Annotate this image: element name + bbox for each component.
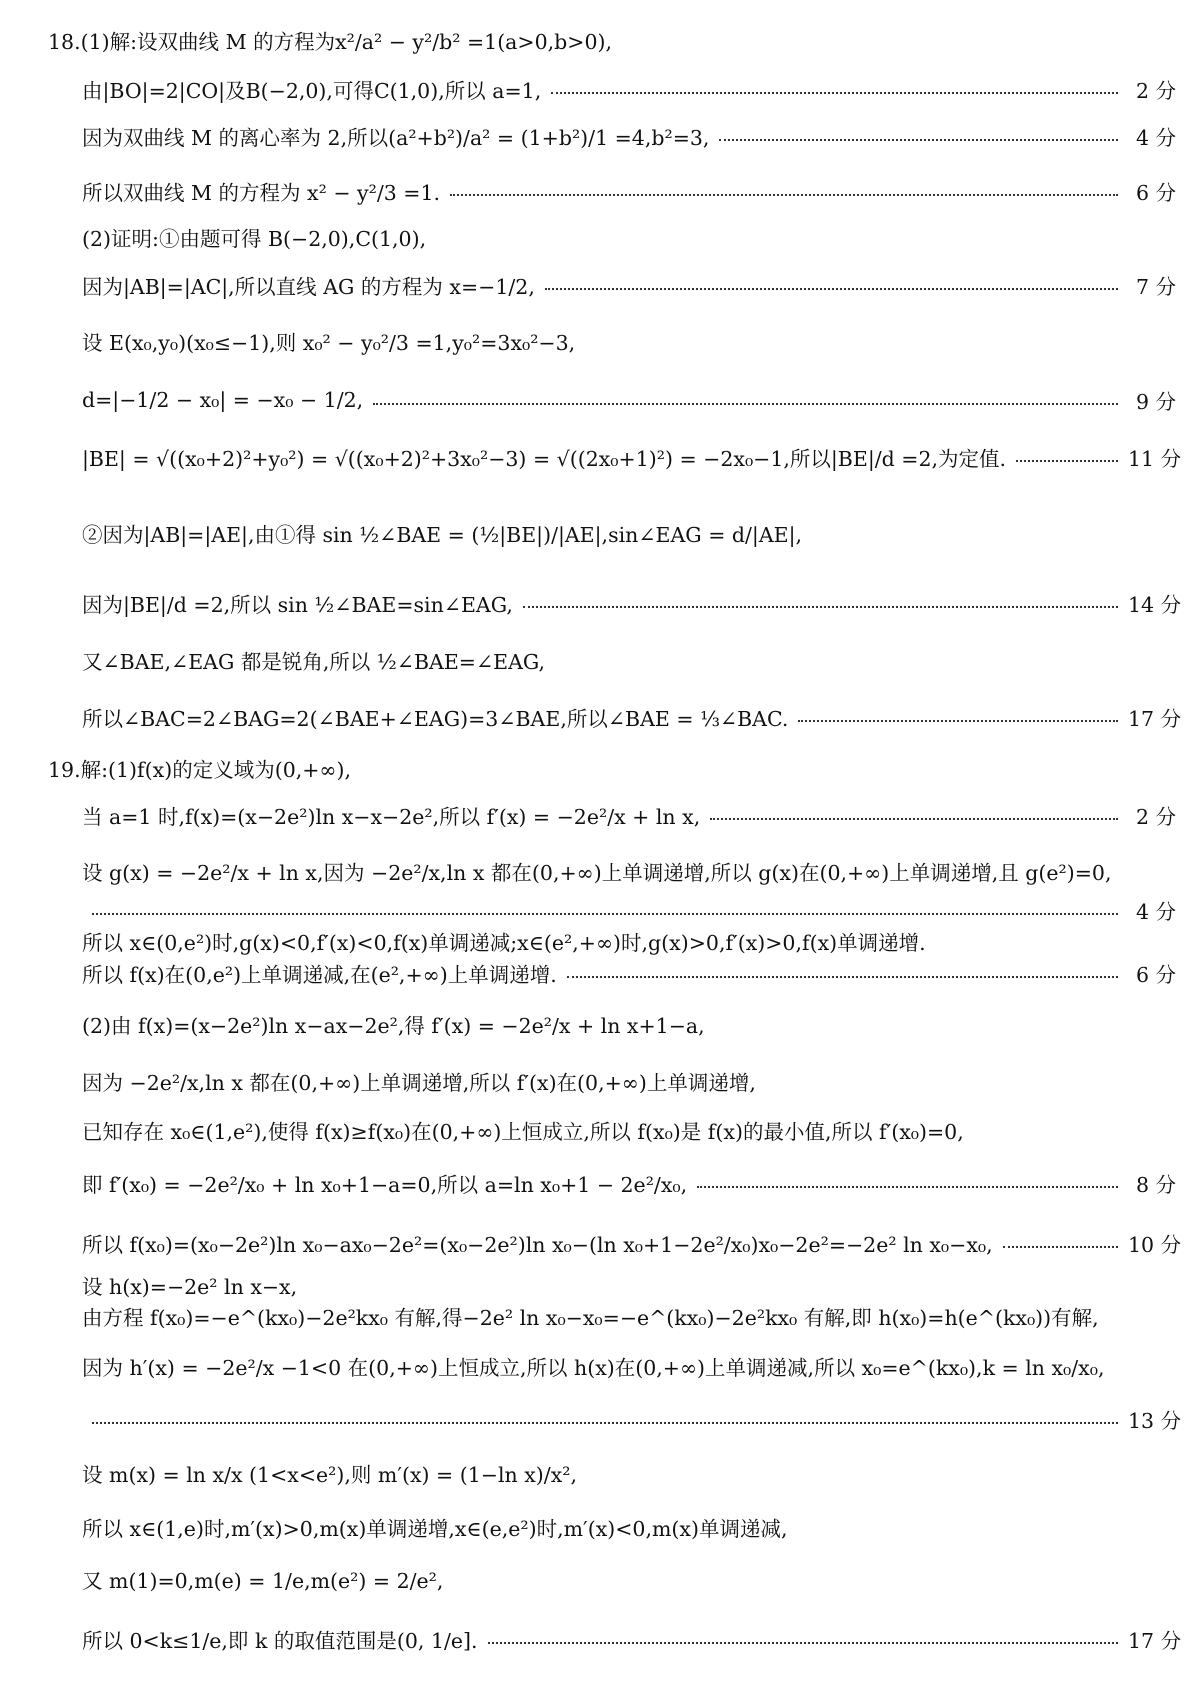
leader-dots bbox=[719, 139, 1118, 141]
solution-line bbox=[82, 1107, 1200, 1153]
solution-line bbox=[82, 377, 1200, 423]
leader-dots bbox=[710, 818, 1118, 820]
line-text: 所以 f(x)在(0,e²)上单调递减,在(e²,+∞)上单调递增. bbox=[82, 963, 557, 987]
line-text: 所以 x∈(0,e²)时,g(x)<0,f′(x)<0,f(x)单调递减;x∈(e²,+∞)时,g(x)>0,f′(x)>0,f(x)单调递增. bbox=[82, 931, 926, 955]
solution-line bbox=[82, 1504, 1200, 1550]
solution-line bbox=[82, 1160, 1200, 1206]
solution-line bbox=[82, 318, 1200, 364]
line-text: ②因为|AB|=|AE|,由①得 sin ½∠BAE = (½|BE|)/|AE|,sin∠EAG = d/|AE|, bbox=[82, 523, 803, 547]
leader-dots bbox=[545, 288, 1118, 290]
solution-line bbox=[82, 262, 1200, 308]
line-text: 设 m(x) = ln x/x (1<x<e²),则 m′(x) = (1−ln x)/x², bbox=[82, 1463, 577, 1487]
leader-dots bbox=[450, 194, 1118, 196]
leader-dots bbox=[488, 1642, 1118, 1644]
score-label: 9 分 bbox=[1135, 390, 1176, 414]
line-text: 又 m(1)=0,m(e) = 1/e,m(e²) = 2/e², bbox=[82, 1569, 444, 1593]
solution-line bbox=[82, 1293, 1200, 1339]
score-label: 2 分 bbox=[1135, 805, 1176, 829]
score-label: 6 分 bbox=[1135, 963, 1176, 987]
solution-line bbox=[82, 434, 1200, 480]
leader-dots bbox=[1016, 460, 1118, 462]
line-text: 即 f′(x₀) = −2e²/x₀ + ln x₀+1−a=0,所以 a=ln x₀+1 − 2e²/x₀, bbox=[82, 1173, 688, 1197]
score-label: 2 分 bbox=[1135, 79, 1176, 103]
solution-line bbox=[82, 637, 1200, 683]
score-label: 11 分 bbox=[1128, 447, 1182, 471]
solution-line bbox=[82, 1058, 1200, 1104]
solution-line bbox=[82, 1343, 1200, 1389]
leader-dots bbox=[92, 1422, 1118, 1424]
line-text: 所以∠BAC=2∠BAG=2(∠BAE+∠EAG)=3∠BAE,所以∠BAE = ⅓∠BAC. bbox=[82, 707, 789, 731]
leader-dots bbox=[697, 1186, 1118, 1188]
line-text: 所以 0<k≤1/e,即 k 的取值范围是(0, 1/e]. bbox=[82, 1629, 478, 1653]
line-text: 所以 f(x₀)=(x₀−2e²)ln x₀−ax₀−2e²=(x₀−2e²)ln x₀−(ln x₀+1−2e²/x₀)x₀−2e²=−2e² ln x₀−x₀, bbox=[82, 1233, 993, 1257]
line-text: 设 E(x₀,y₀)(x₀≤−1),则 x₀² − y₀²/3 =1,y₀²=3x₀²−3, bbox=[82, 331, 576, 355]
line-text: 因为|BE|/d =2,所以 sin ½∠BAE=sin∠EAG, bbox=[82, 593, 513, 617]
solution-line bbox=[82, 1220, 1200, 1266]
solution-line bbox=[82, 66, 1200, 112]
line-text: 因为双曲线 M 的离心率为 2,所以(a²+b²)/a² = (1+b²)/1 =4,b²=3, bbox=[82, 126, 710, 150]
line-text: 因为 h′(x) = −2e²/x −1<0 在(0,+∞)上恒成立,所以 h(x)在(0,+∞)上单调递减,所以 x₀=e^(kx₀),k = ln x₀/x₀, bbox=[82, 1356, 1105, 1380]
score-label: 10 分 bbox=[1128, 1233, 1182, 1257]
score-label: 17 分 bbox=[1128, 707, 1182, 731]
leader-dots bbox=[567, 976, 1118, 978]
solution-line bbox=[82, 168, 1200, 214]
line-text: 已知存在 x₀∈(1,e²),使得 f(x)≥f(x₀)在(0,+∞)上恒成立,所以 f(x₀)是 f(x)的最小值,所以 f′(x₀)=0, bbox=[82, 1120, 964, 1144]
solution-line bbox=[82, 694, 1200, 740]
solution-line bbox=[82, 1450, 1200, 1496]
solution-line bbox=[48, 17, 1200, 63]
score-label: 4 分 bbox=[1135, 900, 1176, 924]
line-text: (2)证明:①由题可得 B(−2,0),C(1,0), bbox=[82, 227, 427, 251]
score-label: 8 分 bbox=[1135, 1173, 1176, 1197]
solution-line bbox=[82, 214, 1200, 260]
score-label: 7 分 bbox=[1135, 275, 1176, 299]
solution-line bbox=[82, 510, 1200, 556]
solution-line bbox=[82, 950, 1200, 996]
line-text: (2)由 f(x)=(x−2e²)ln x−ax−2e²,得 f′(x) = −2e²/x + ln x+1−a, bbox=[82, 1014, 705, 1038]
line-text: 所以双曲线 M 的方程为 x² − y²/3 =1. bbox=[82, 181, 441, 205]
solution-line bbox=[82, 580, 1200, 626]
line-text: d=|−1/2 − x₀| = −x₀ − 1/2, bbox=[82, 388, 364, 412]
solution-line bbox=[48, 745, 1200, 791]
line-text: 由方程 f(x₀)=−e^(kx₀)−2e²kx₀ 有解,得−2e² ln x₀−x₀=−e^(kx₀)−2e²kx₀ 有解,即 h(x₀)=h(e^(kx₀))有解, bbox=[82, 1306, 1099, 1330]
line-text: 由|BO|=2|CO|及B(−2,0),可得C(1,0),所以 a=1, bbox=[82, 79, 542, 103]
leader-dots bbox=[551, 92, 1118, 94]
solution-line bbox=[82, 1396, 1200, 1442]
leader-dots bbox=[523, 606, 1118, 608]
line-text: 设 g(x) = −2e²/x + ln x,因为 −2e²/x,ln x 都在(0,+∞)上单调递增,所以 g(x)在(0,+∞)上单调递增,且 g(e²)=0, bbox=[82, 861, 1112, 885]
leader-dots bbox=[373, 403, 1118, 405]
solution-line bbox=[82, 1001, 1200, 1047]
line-text: 又∠BAE,∠EAG 都是锐角,所以 ½∠BAE=∠EAG, bbox=[82, 650, 546, 674]
solution-line bbox=[82, 1556, 1200, 1602]
score-label: 13 分 bbox=[1128, 1409, 1182, 1433]
line-text: 19.解:(1)f(x)的定义域为(0,+∞), bbox=[48, 758, 352, 782]
line-text: |BE| = √((x₀+2)²+y₀²) = √((x₀+2)²+3x₀²−3) = √((2x₀+1)²) = −2x₀−1,所以|BE|/d =2,为定值. bbox=[82, 447, 1007, 471]
score-label: 17 分 bbox=[1128, 1629, 1182, 1653]
line-text: 因为 −2e²/x,ln x 都在(0,+∞)上单调递增,所以 f′(x)在(0,+∞)上单调递增, bbox=[82, 1071, 756, 1095]
leader-dots bbox=[92, 913, 1118, 915]
line-text: 因为|AB|=|AC|,所以直线 AG 的方程为 x=−1/2, bbox=[82, 275, 535, 299]
score-label: 6 分 bbox=[1135, 181, 1176, 205]
solution-line bbox=[82, 1616, 1200, 1662]
leader-dots bbox=[1003, 1246, 1118, 1248]
score-label: 14 分 bbox=[1128, 593, 1182, 617]
line-text: 所以 x∈(1,e)时,m′(x)>0,m(x)单调递增,x∈(e,e²)时,m′(x)<0,m(x)单调递减, bbox=[82, 1517, 788, 1541]
score-label: 4 分 bbox=[1135, 126, 1176, 150]
leader-dots bbox=[798, 720, 1118, 722]
line-text: 当 a=1 时,f(x)=(x−2e²)ln x−x−2e²,所以 f′(x) = −2e²/x + ln x, bbox=[82, 805, 701, 829]
line-text: 18.(1)解:设双曲线 M 的方程为x²/a² − y²/b² =1(a>0,b>0), bbox=[48, 30, 612, 54]
solution-line bbox=[82, 792, 1200, 838]
line-text: 设 h(x)=−2e² ln x−x, bbox=[82, 1275, 298, 1299]
solution-line bbox=[82, 113, 1200, 159]
